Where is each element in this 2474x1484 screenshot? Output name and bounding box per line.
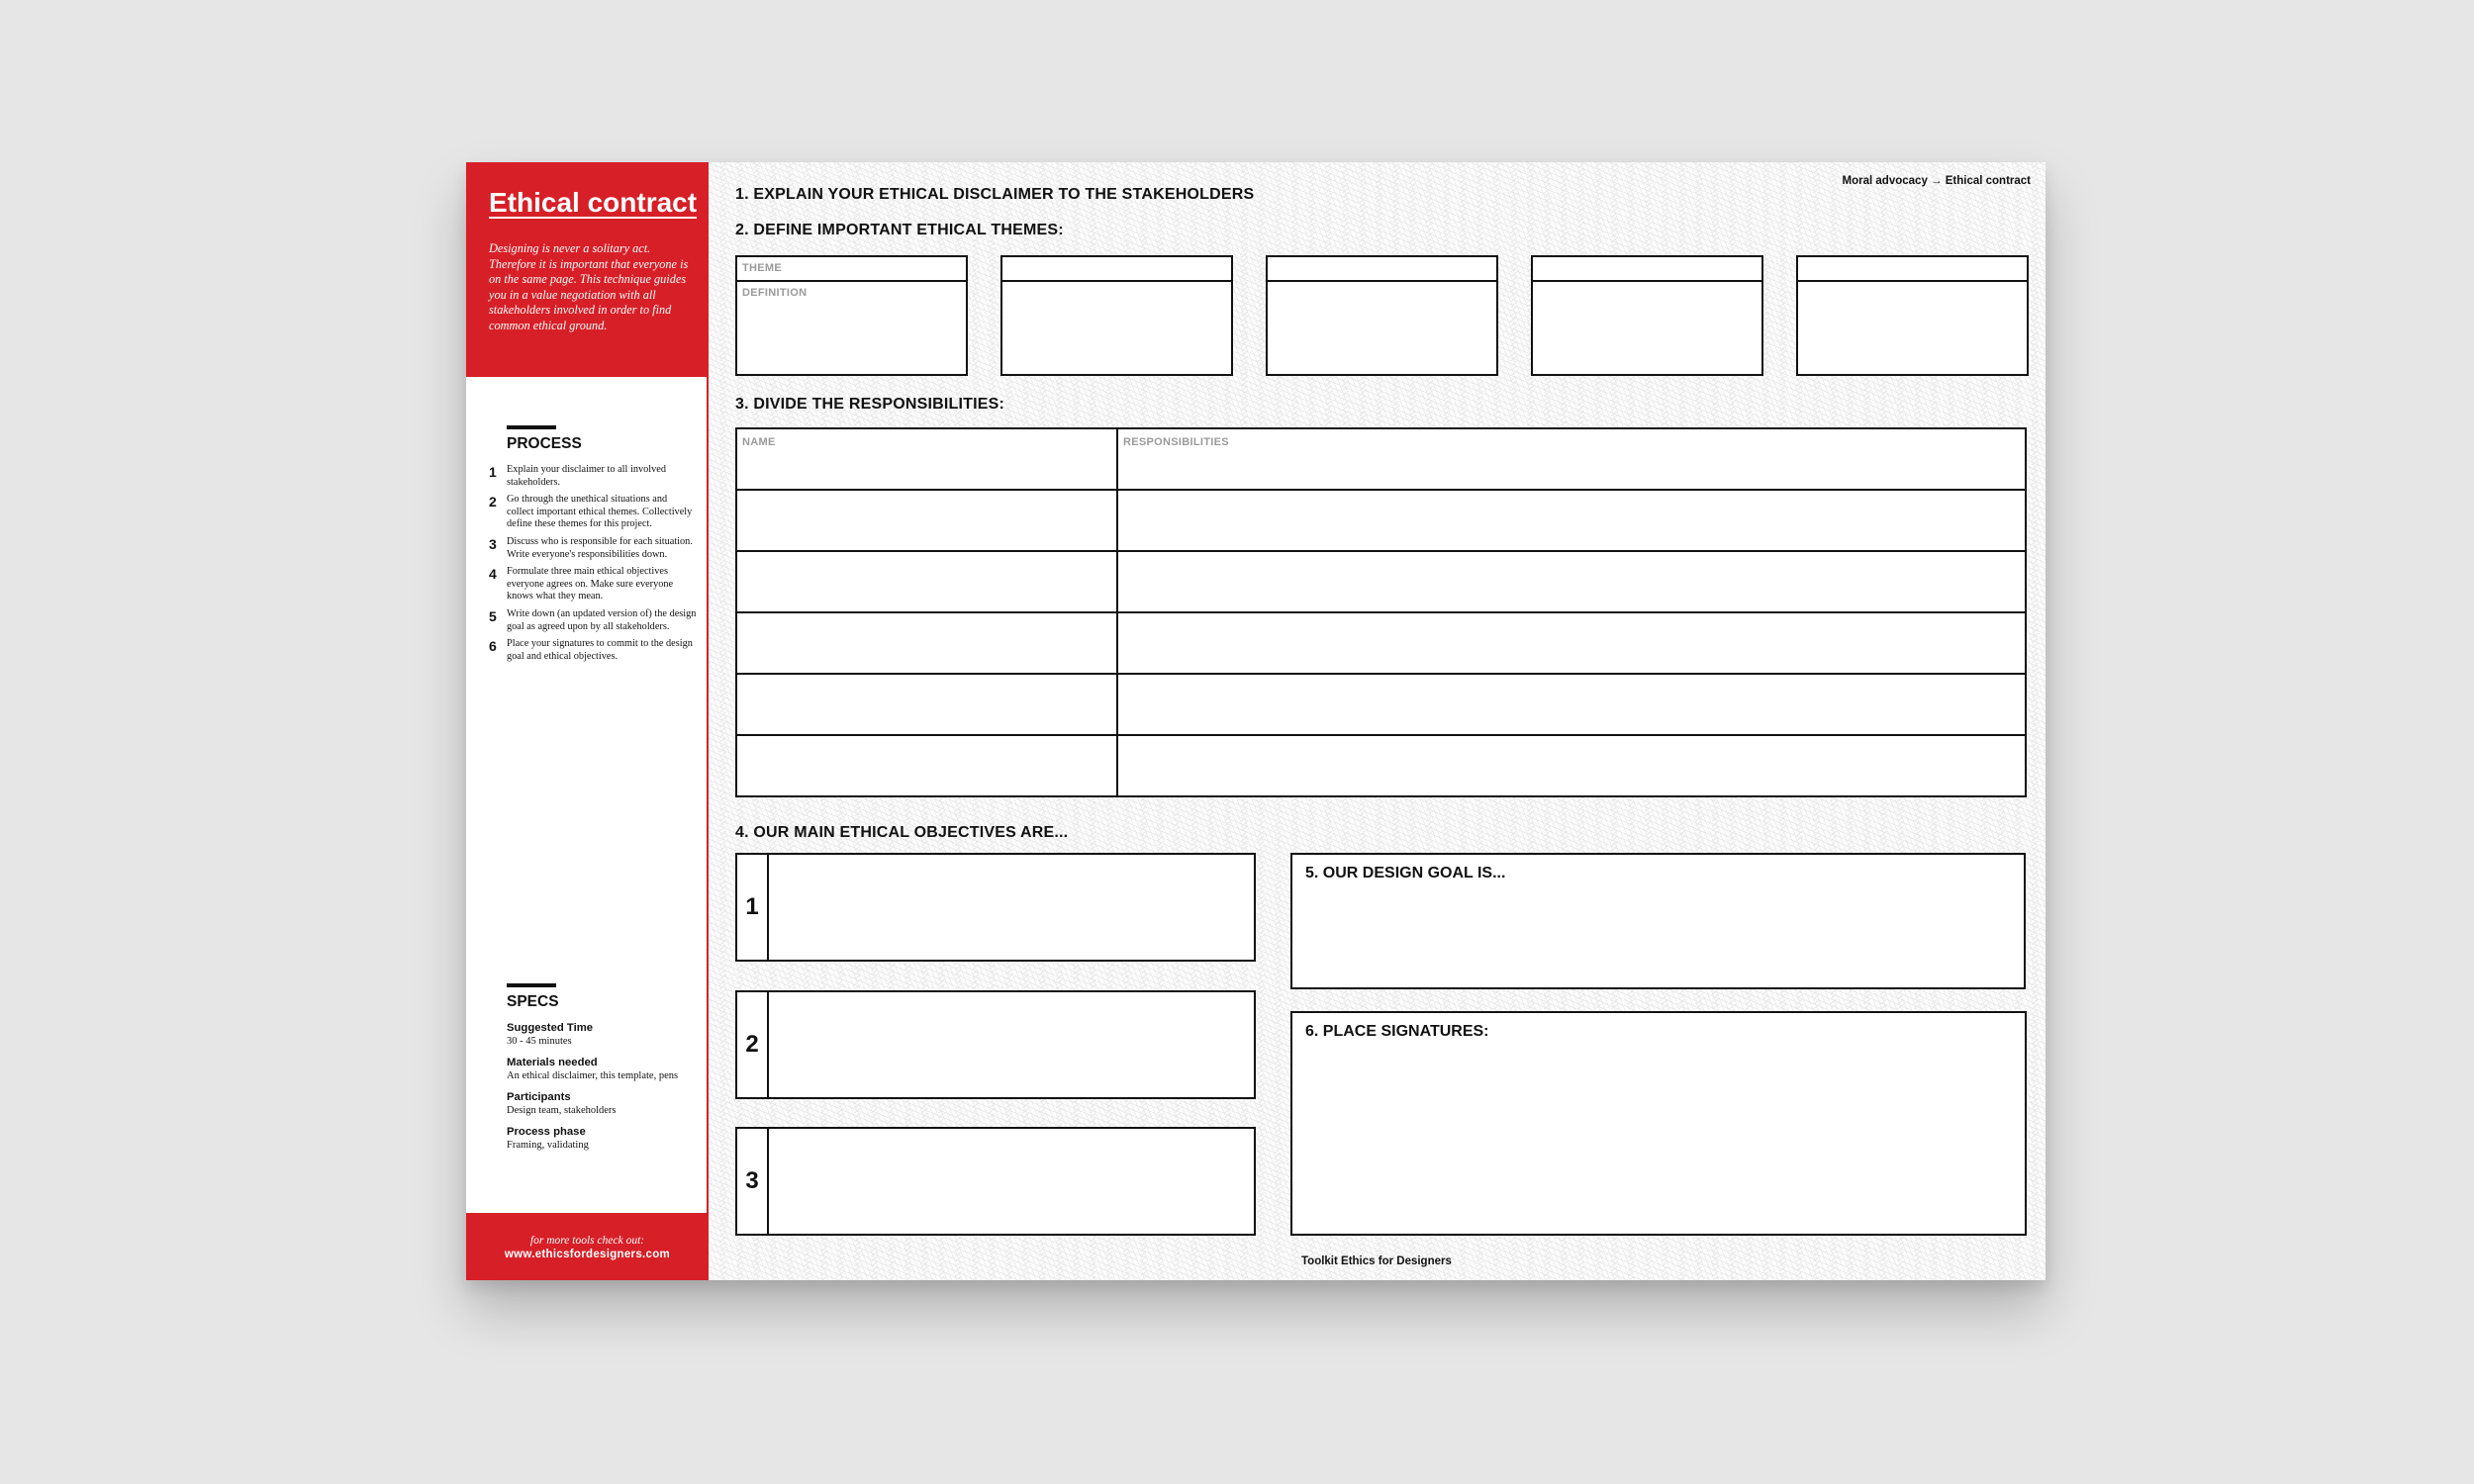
specs-divider [507, 983, 556, 987]
objective-box-3[interactable] [735, 1127, 1256, 1236]
spec-value: Framing, validating [507, 1140, 589, 1151]
objective-number: 2 [737, 992, 769, 1097]
process-step [489, 566, 697, 603]
theme-card[interactable] [1000, 255, 1233, 376]
table-row [737, 613, 2025, 675]
process-steps [489, 464, 697, 668]
step-number: 4 [489, 566, 497, 583]
objective-number: 3 [737, 1129, 769, 1234]
name-cell[interactable] [737, 613, 1118, 673]
step-number: 6 [489, 638, 497, 655]
spec-label: Process phase [507, 1126, 586, 1138]
definition-field[interactable] [1798, 282, 2027, 374]
table-row [737, 429, 2025, 491]
objective-box-1[interactable] [735, 853, 1256, 962]
responsibilities-column-header: RESPONSIBILITIES [1123, 436, 1229, 448]
theme-field[interactable] [1798, 257, 2027, 282]
spec-label: Participants [507, 1091, 571, 1103]
definition-field[interactable] [1002, 282, 1231, 374]
table-row [737, 491, 2025, 552]
website-link[interactable]: www.ethicsfordesigners.com [504, 1249, 671, 1260]
ethical-contract-sheet [466, 162, 2046, 1280]
specs-list [507, 1021, 705, 1159]
definition-field[interactable] [737, 282, 966, 374]
more-tools-text: for more tools check out: [529, 1235, 645, 1247]
spec-label: Suggested Time [507, 1022, 594, 1034]
step-text: Write down (an updated version of) the design goal as agreed upon by all stakeholders. [507, 607, 697, 632]
spec-label: Materials needed [507, 1057, 598, 1068]
sidebar-header [466, 162, 709, 377]
name-cell[interactable] [737, 491, 1118, 550]
intro-text: Designing is never a solitary act. Therefore it is important that everyone is on the same page. This technique guides you in a value negotiation with all stakeholders involved in order to find common ethical ground. [489, 241, 689, 332]
responsibilities-cell[interactable] [1118, 736, 2025, 795]
table-row [737, 736, 2025, 795]
objective-number: 1 [737, 855, 769, 960]
design-goal-box[interactable] [1290, 853, 2026, 989]
process-step [489, 608, 697, 633]
section-2-heading: 2. DEFINE IMPORTANT ETHICAL THEMES: [735, 222, 1064, 238]
theme-card[interactable] [1531, 255, 1763, 376]
name-cell[interactable] [737, 552, 1118, 611]
signatures-box[interactable] [1290, 1011, 2027, 1236]
responsibilities-cell[interactable] [1118, 552, 2025, 611]
name-cell[interactable] [737, 429, 1118, 489]
step-text: Explain your disclaimer to all involved stakeholders. [507, 464, 666, 488]
process-step [489, 464, 697, 489]
name-column-header: NAME [742, 436, 776, 448]
theme-label: THEME [742, 262, 782, 274]
theme-field[interactable] [1533, 257, 1761, 282]
theme-field[interactable] [1268, 257, 1496, 282]
spec-value: 30 - 45 minutes [507, 1036, 572, 1047]
section-1-heading: 1. EXPLAIN YOUR ETHICAL DISCLAIMER TO THE STAKEHOLDERS [735, 186, 1255, 203]
step-number: 2 [489, 494, 497, 510]
breadcrumb: Moral advocacy → Ethical contract [1842, 175, 2031, 187]
theme-field[interactable] [737, 257, 966, 282]
section-6-heading: 6. PLACE SIGNATURES: [1305, 1023, 1489, 1040]
name-cell[interactable] [737, 736, 1118, 795]
responsibilities-table [735, 427, 2027, 797]
section-4-heading: 4. OUR MAIN ETHICAL OBJECTIVES ARE... [735, 824, 1069, 841]
name-cell[interactable] [737, 675, 1118, 734]
definition-field[interactable] [1533, 282, 1761, 374]
process-divider [507, 425, 556, 429]
table-row [737, 552, 2025, 613]
definition-label: DEFINITION [742, 287, 808, 299]
section-5-heading: 5. OUR DESIGN GOAL IS... [1305, 865, 1506, 881]
sidebar [466, 162, 709, 1280]
table-row [737, 675, 2025, 736]
process-step [489, 494, 697, 531]
step-number: 1 [489, 464, 497, 480]
process-heading: PROCESS [507, 435, 582, 452]
objective-box-2[interactable] [735, 990, 1256, 1099]
responsibilities-cell[interactable] [1118, 675, 2025, 734]
theme-card[interactable] [1266, 255, 1498, 376]
process-step [489, 536, 697, 561]
step-number: 5 [489, 607, 497, 624]
responsibilities-cell[interactable] [1118, 429, 2025, 489]
specs-heading: SPECS [507, 993, 559, 1010]
page-title: Ethical contract [489, 187, 698, 218]
definition-field[interactable] [1268, 282, 1496, 374]
step-text: Go through the unethical situations and collect important ethical themes. Collectively define these themes for this project. [507, 494, 693, 530]
step-text: Formulate three main ethical objectives everyone agrees on. Make sure everyone knows what they mean. [507, 566, 674, 603]
section-3-heading: 3. DIVIDE THE RESPONSIBILITIES: [735, 396, 1005, 413]
spec-value: Design team, stakeholders [507, 1105, 617, 1116]
step-text: Discuss who is responsible for each situation. Write everyone's responsibilities down. [507, 535, 693, 560]
step-number: 3 [489, 535, 497, 552]
worksheet-area [709, 162, 2046, 1280]
theme-card[interactable] [1796, 255, 2029, 376]
theme-field[interactable] [1002, 257, 1231, 282]
responsibilities-cell[interactable] [1118, 491, 2025, 550]
step-text: Place your signatures to commit to the design goal and ethical objectives. [507, 638, 693, 662]
theme-card[interactable] [735, 255, 968, 376]
responsibilities-cell[interactable] [1118, 613, 2025, 673]
spec-value: An ethical disclaimer, this template, pens [507, 1070, 679, 1081]
sidebar-footer [466, 1213, 709, 1280]
process-step [489, 638, 697, 663]
toolkit-footer: Toolkit Ethics for Designers [1301, 1255, 1452, 1267]
